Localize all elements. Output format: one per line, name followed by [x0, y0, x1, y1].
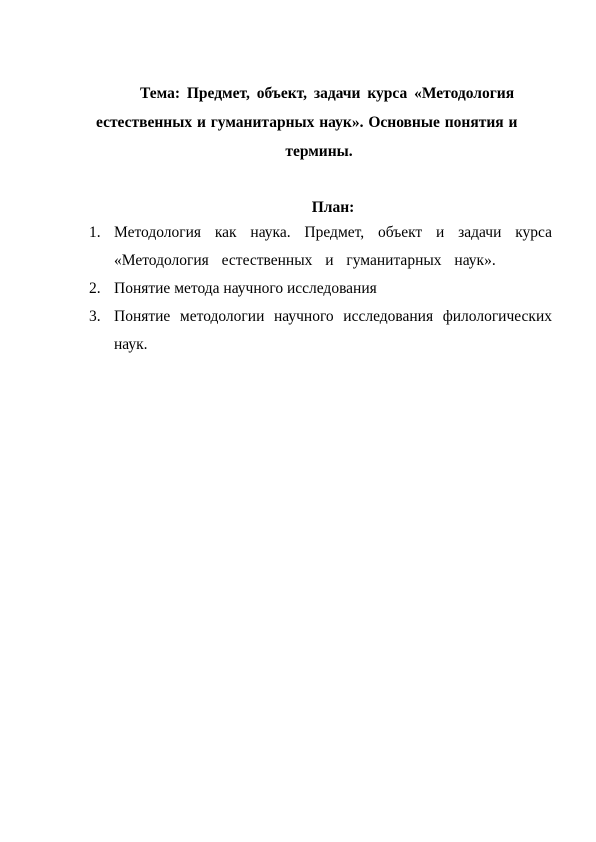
plan-heading: План:	[311, 199, 355, 216]
plan-list	[86, 219, 552, 359]
plan-item-number: 2.	[89, 280, 101, 297]
topic-heading	[86, 79, 552, 166]
plan-item-text: Методология как наука. Предмет, объект и задачи курса «Методология естественных и гуманитарных наук».	[114, 224, 552, 269]
plan-item-text: Понятие метода научного исследования	[114, 280, 377, 297]
plan-item-text: Понятие методологии научного исследования филологических наук.	[114, 308, 552, 353]
topic-line-3: термины.	[285, 143, 353, 160]
plan-item-number: 3.	[89, 308, 101, 325]
topic-line-1: Тема: Предмет, объект, задачи курса «Методология	[140, 85, 515, 102]
topic-line-2: естественных и гуманитарных наук». Основные понятия и	[96, 114, 518, 131]
plan-item	[86, 219, 552, 275]
plan-item-number: 1.	[89, 224, 101, 241]
plan-item	[86, 303, 552, 359]
plan-item	[86, 275, 552, 303]
